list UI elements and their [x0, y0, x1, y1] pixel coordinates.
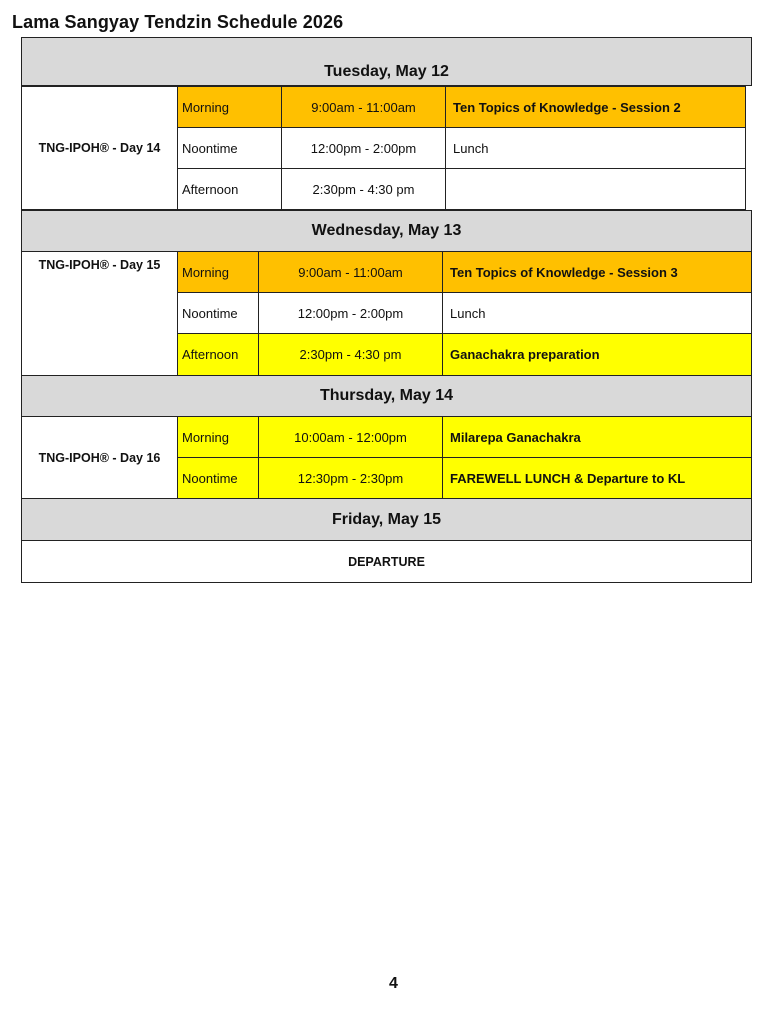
activity-cell: Milarepa Ganachakra [442, 416, 752, 458]
period-cell: Morning [177, 251, 259, 293]
activity-cell [445, 168, 746, 210]
time-cell: 9:00am - 11:00am [258, 251, 443, 293]
period-cell: Afternoon [177, 333, 259, 376]
activity-cell: FAREWELL LUNCH & Departure to KL [442, 457, 752, 499]
time-cell: 12:30pm - 2:30pm [258, 457, 443, 499]
departure-note: DEPARTURE [21, 540, 752, 583]
day-label-wednesday: TNG-IPOH® - Day 15 [21, 251, 178, 376]
day-label-thursday: TNG-IPOH® - Day 16 [21, 416, 178, 499]
page-title: Lama Sangyay Tendzin Schedule 2026 [12, 12, 344, 32]
day-header-thursday: Thursday, May 14 [21, 375, 752, 417]
page-number: 4 [389, 975, 398, 992]
time-cell: 2:30pm - 4:30 pm [258, 333, 443, 376]
activity-cell: Lunch [445, 127, 746, 169]
period-cell: Afternoon [177, 168, 282, 210]
time-cell: 9:00am - 11:00am [281, 86, 446, 128]
period-cell: Morning [177, 416, 259, 458]
time-cell: 10:00am - 12:00pm [258, 416, 443, 458]
period-cell: Noontime [177, 292, 259, 334]
activity-cell: Ganachakra preparation [442, 333, 752, 376]
time-cell: 12:00pm - 2:00pm [281, 127, 446, 169]
time-cell: 2:30pm - 4:30 pm [281, 168, 446, 210]
day-header-wednesday: Wednesday, May 13 [21, 210, 752, 252]
activity-cell: Ten Topics of Knowledge - Session 2 [445, 86, 746, 128]
activity-cell: Ten Topics of Knowledge - Session 3 [442, 251, 752, 293]
period-cell: Noontime [177, 127, 282, 169]
activity-cell: Lunch [442, 292, 752, 334]
day-header-friday: Friday, May 15 [21, 498, 752, 541]
day-label-tuesday: TNG-IPOH® - Day 14 [21, 86, 178, 210]
period-cell: Noontime [177, 457, 259, 499]
day-header-tuesday: Tuesday, May 12 [21, 37, 752, 86]
time-cell: 12:00pm - 2:00pm [258, 292, 443, 334]
period-cell: Morning [177, 86, 282, 128]
